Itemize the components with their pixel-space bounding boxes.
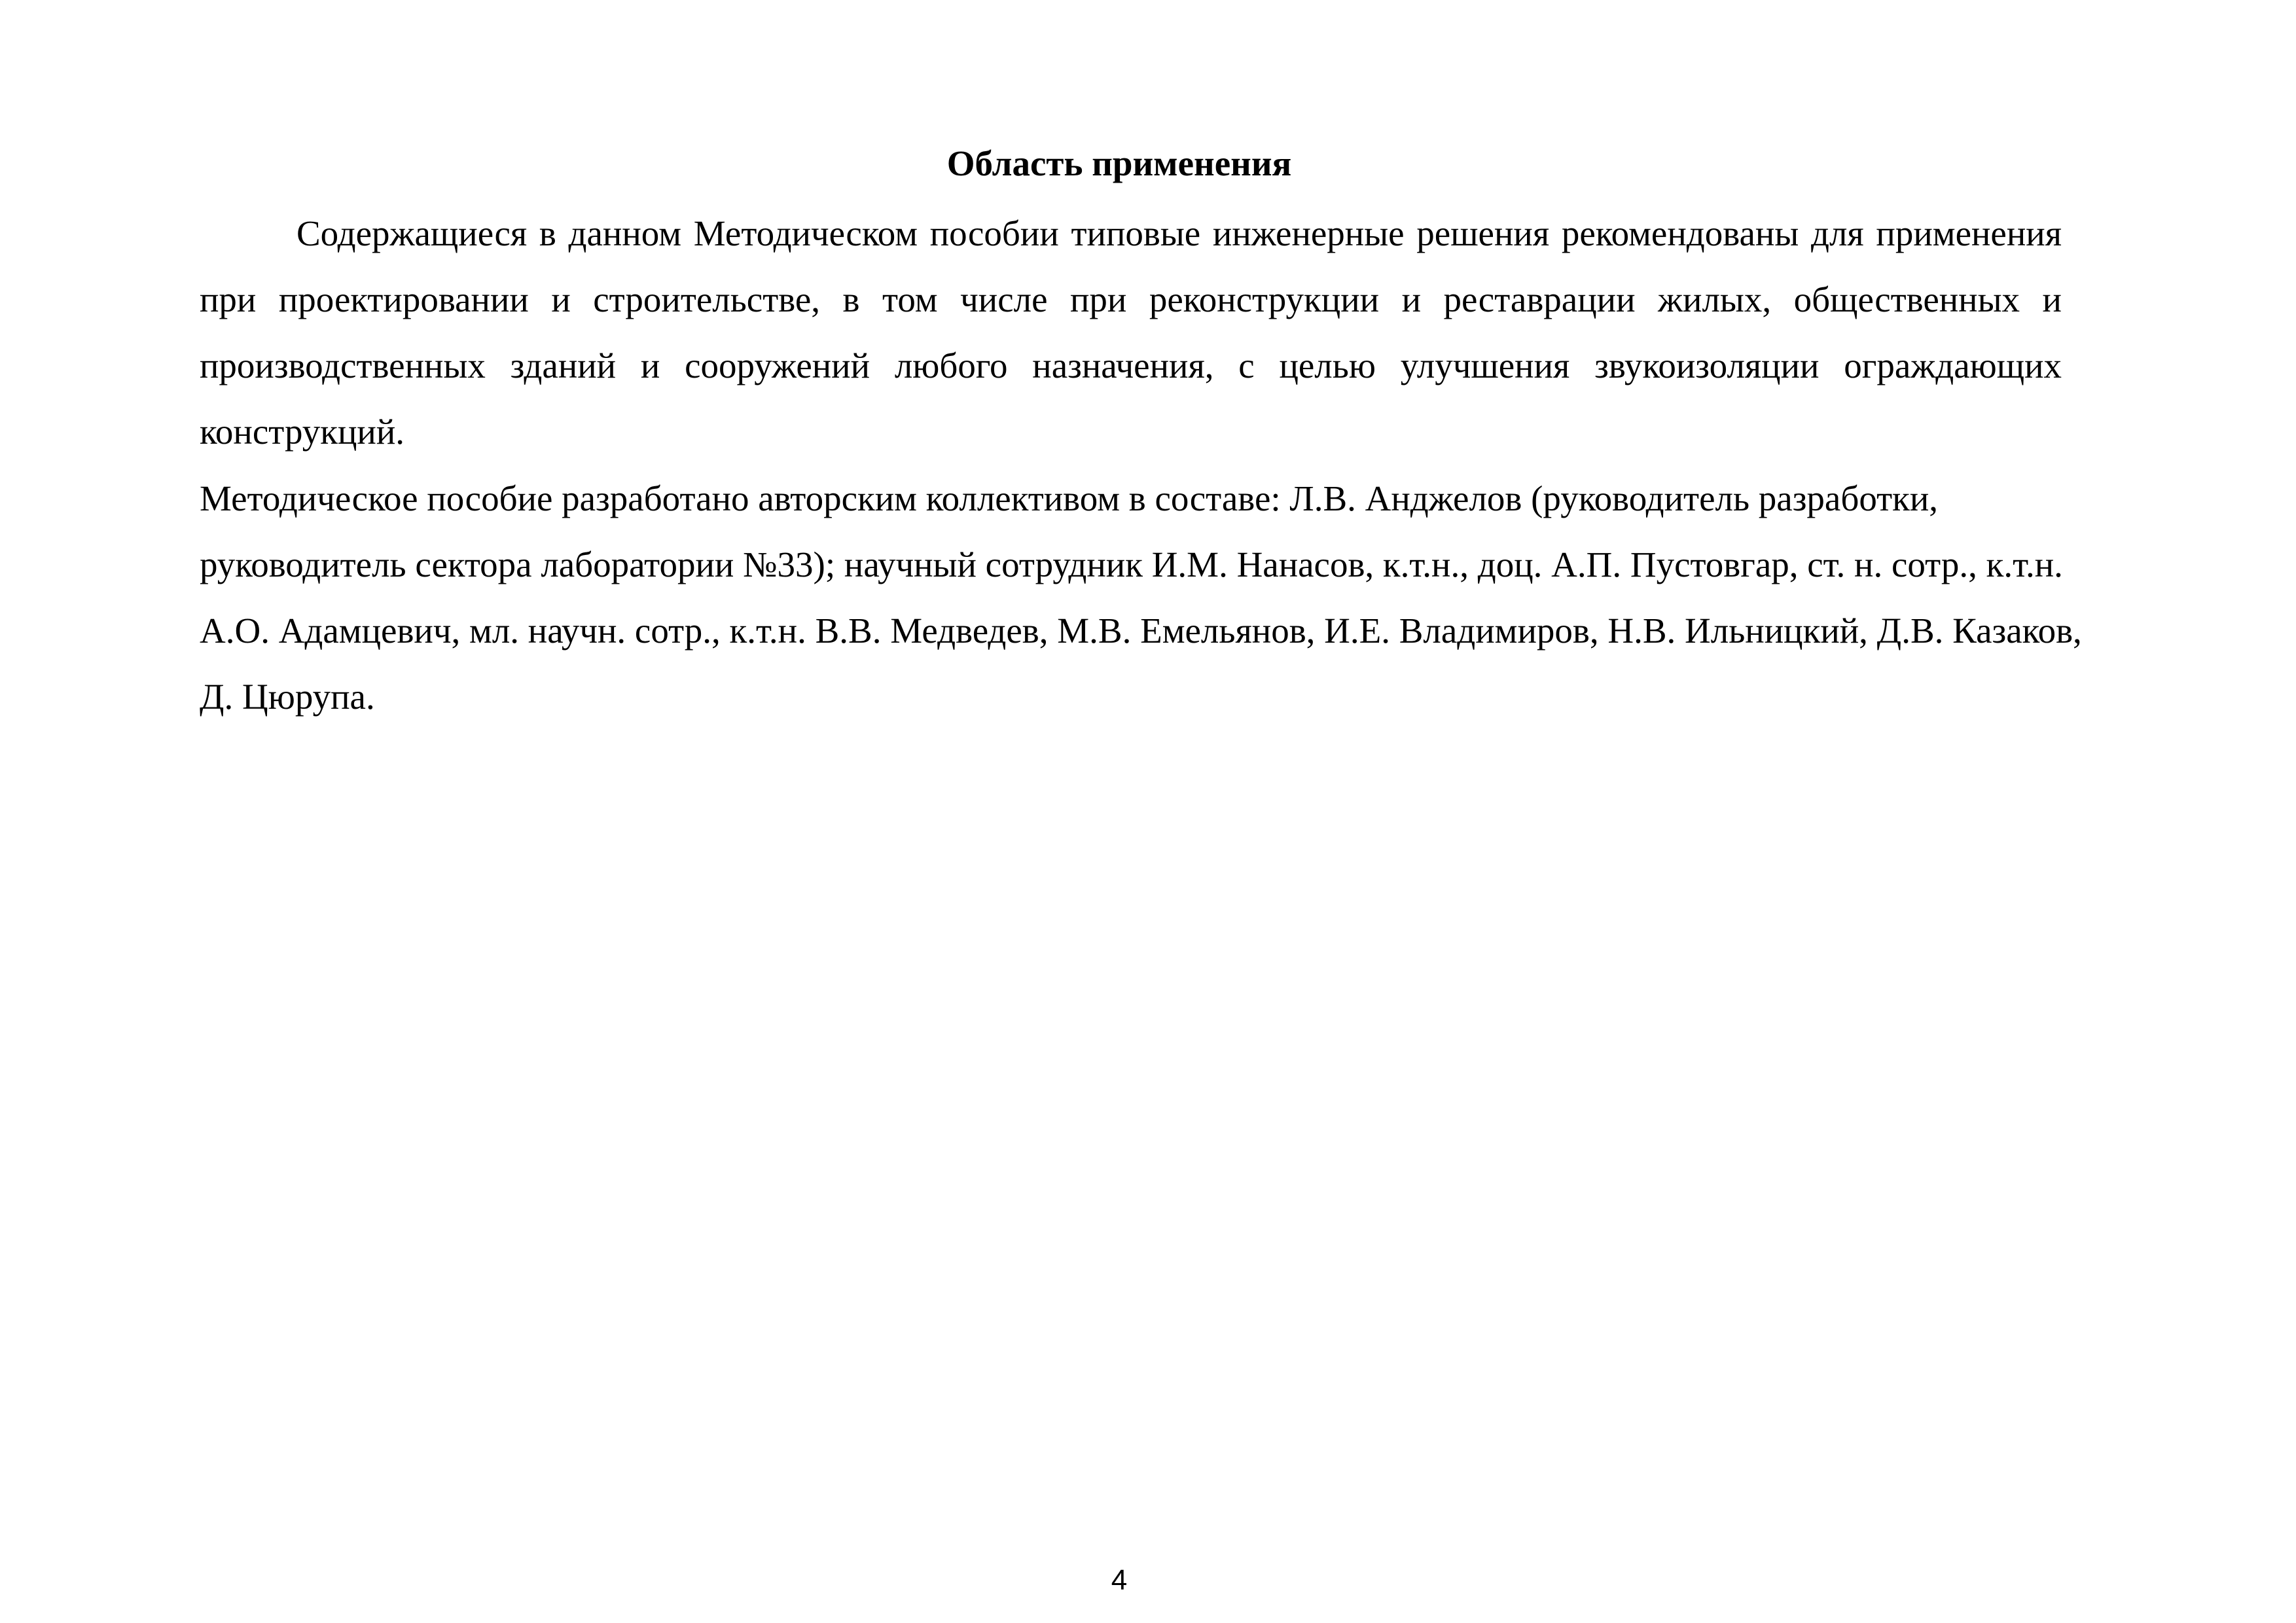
scope-paragraph: Содержащиеся в данном Методическом пособии типовые инженерные решения рекомендованы для применения при проектировании и строительстве, в том числе при реконструкции и реставрации жилых, общественных и производственных зданий и сооружений любого назначения, с целью улучшения звукоизоляции ограждающих конструкций. — [200, 213, 2062, 452]
section-heading: Область применения — [946, 143, 1292, 183]
authors-paragraph: Методическое пособие разработано авторским коллективом в составе: Л.В. Анджелов (руководитель разработки, руководитель сектора лаборатории №33); научный сотрудник И.М. Нанасов, к.т.н., доц. А.П. Пустовгар, ст. н. сотр., к.т.н. А.О. Адамцевич, мл. научн. сотр., к.т.н. В.В. Медведев, М.В. Емельянов, И.Е. Владимиров, Н.В. Ильницкий, Д.В. Казаков, Д. Цюрупа. — [200, 478, 2082, 717]
page-number: 4 — [1111, 1564, 1128, 1596]
